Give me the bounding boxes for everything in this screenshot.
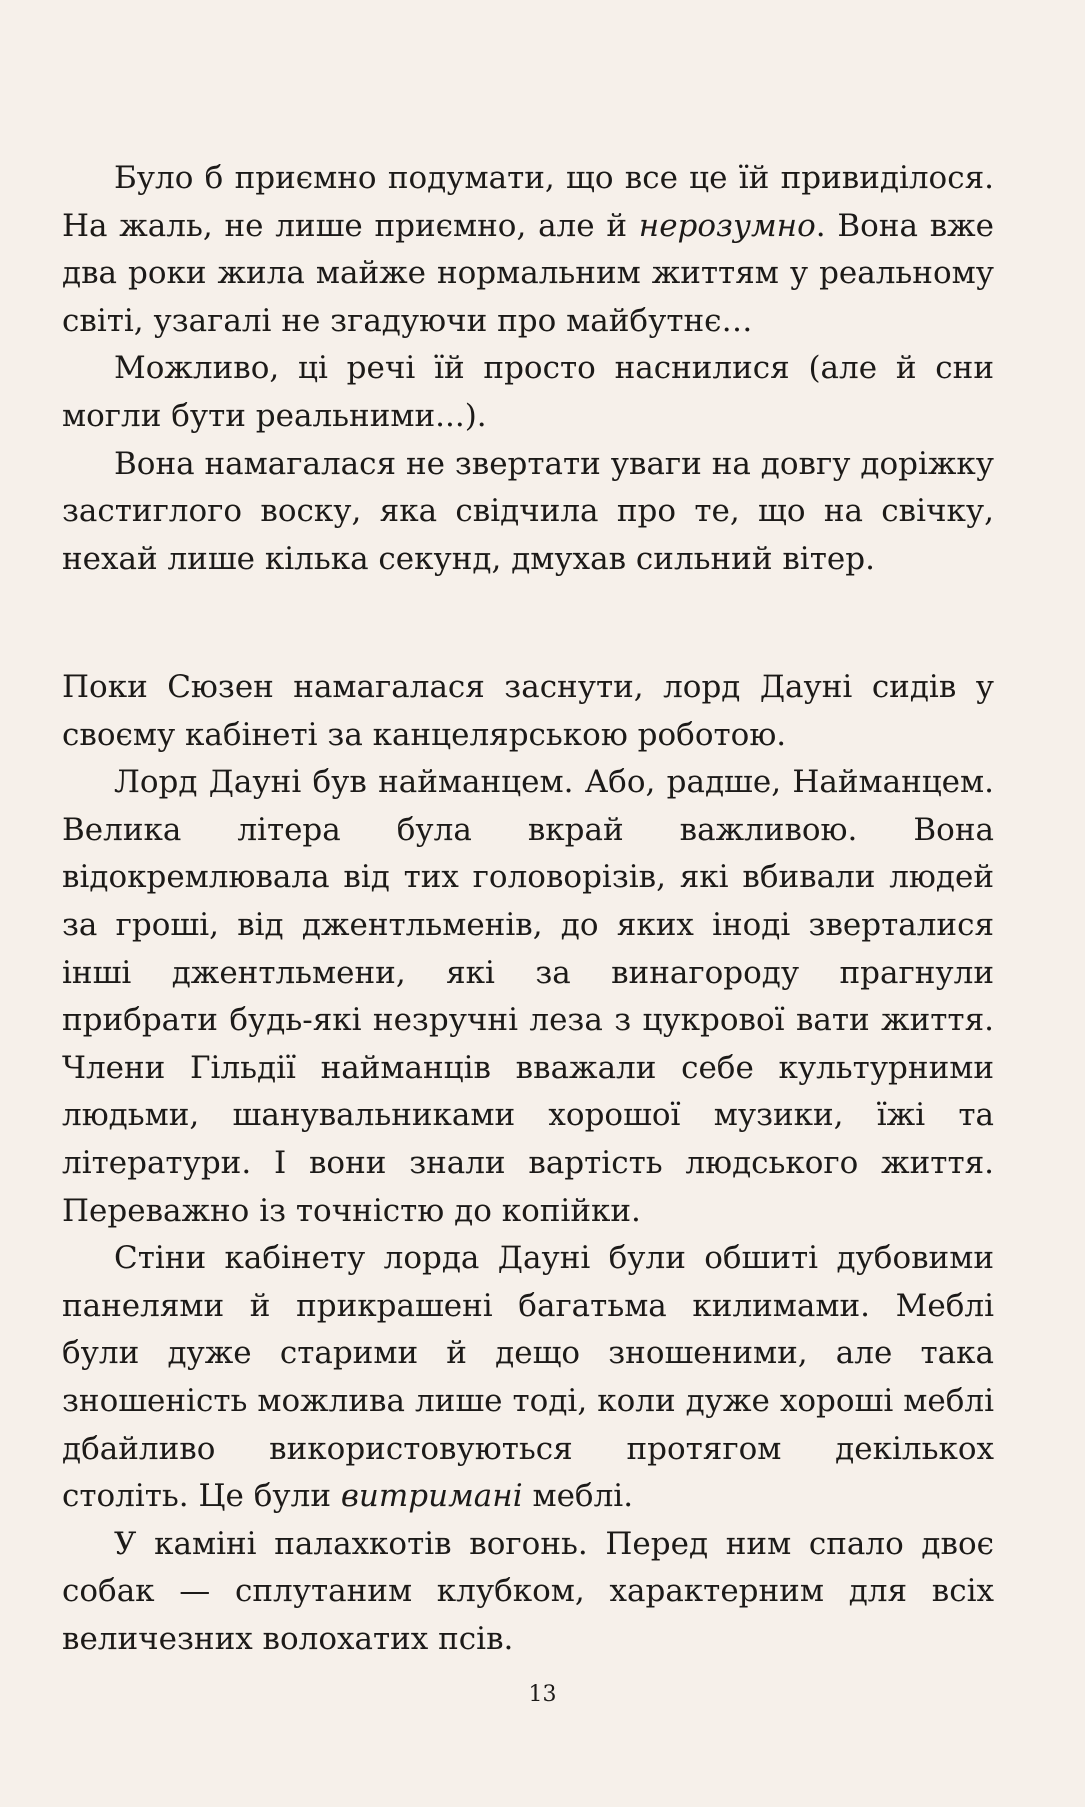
section-one <box>62 155 994 583</box>
paragraph: Вона намагалася не звертати уваги на довгу доріжку застиглого воску, яка свідчила про те, що на свічку, нехай лише кілька секунд, дмухав сильний вітер. <box>62 445 994 577</box>
paragraph: Стіни кабінету лорда Дауні були обшиті дубовими панелями й прикрашені багатьма килимами. Меблі були дуже старими й дещо зношеними, але така зношеність можлива лише тоді, коли дуже хороші меблі дбайливо використовуються протягом декількох століть. Це були витримані меблі. <box>62 1240 994 1515</box>
paragraph: Лорд Дауні був найманцем. Або, радше, Найманцем. Велика літера була вкрай важливою. Вона відокремлювала від тих головорізів, які вбивали людей за гроші, від джентльменів, до яких іноді зверталися інші джентльмени, які за винагороду прагнули прибрати будь-які незручні леза з цукрової вати життя. Члени Гільдії найманців вважали себе культурними людьми, шанувальниками хорошої музики, їжі та літератури. І вони знали вартість людського життя. Переважно із точністю до копійки. <box>62 764 994 1229</box>
emphasis-text: нерозумно <box>638 207 816 244</box>
paragraph: У каміні палахкотів вогонь. Перед ним спало двоє собак — сплутаним клубком, характерним для всіх величезних волохатих псів. <box>62 1525 994 1657</box>
paragraph: Було б приємно подумати, що все це їй привиділося. На жаль, не лише приємно, але й нерозумно. Вона вже два роки жила майже нормальним життям у реальному світі, узагалі не згадуючи про майбутнє… <box>62 160 995 339</box>
page-number: 13 <box>528 1682 557 1707</box>
emphasis-text: витримані <box>340 1478 523 1515</box>
section-two <box>62 664 994 1663</box>
paragraph: Можливо, ці речі їй просто наснилися (але й сни могли бути реальними...). <box>62 350 994 434</box>
section-opening-paragraph: Поки Сюзен намагалася заснути, лорд Дауні сидів у своєму кабінеті за канцелярською роботою. <box>62 669 994 753</box>
